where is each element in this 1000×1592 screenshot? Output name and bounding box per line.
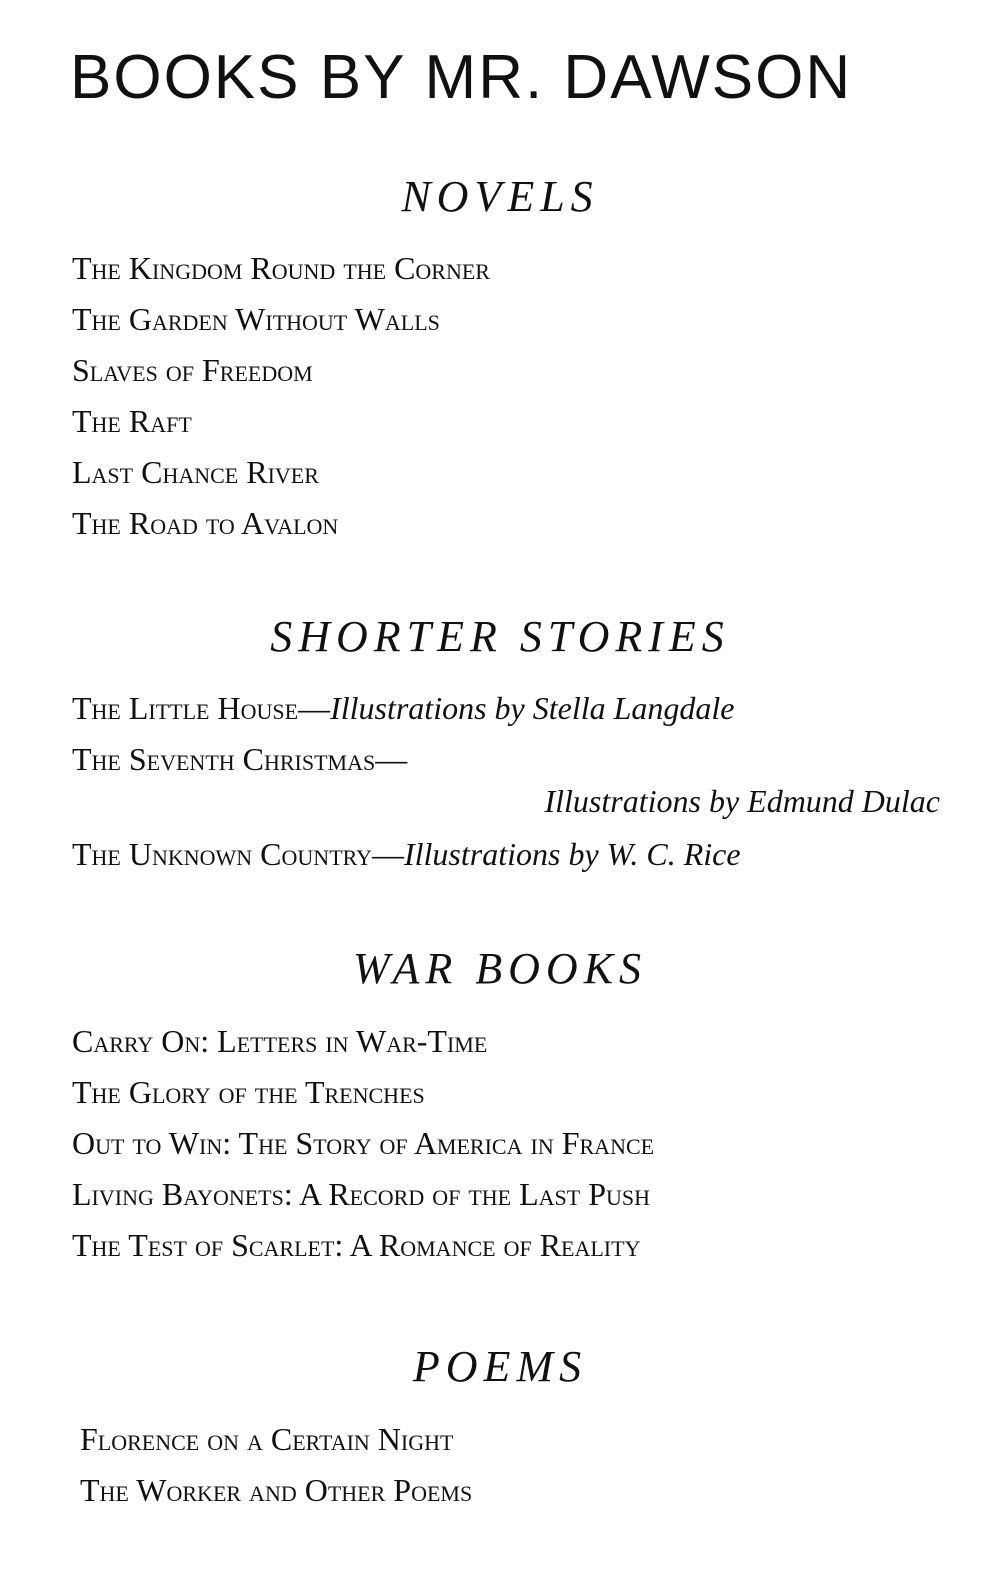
illustrator-credit: Illustrations by Edmund Dulac: [544, 783, 940, 819]
list-item: Out to Win: The Story of America in France: [72, 1125, 655, 1161]
list-item: Last Chance River: [72, 454, 319, 490]
list-item: The Test of Scarlet: A Romance of Reality: [72, 1227, 641, 1263]
list-item: Carry On: Letters in War-Time: [72, 1023, 488, 1059]
book-title: The Unknown Country—: [72, 836, 404, 872]
section-heading-shorter-stories: SHORTER STORIES: [270, 612, 730, 661]
list-item: [72, 683, 940, 734]
illustrator-credit: Illustrations by Stella Langdale: [330, 690, 735, 726]
list-item: [72, 829, 940, 880]
list-item: Slaves of Freedom: [72, 352, 313, 388]
list-item: The Garden Without Walls: [72, 301, 440, 337]
list-item: [72, 734, 940, 829]
list-item: The Glory of the Trenches: [72, 1074, 425, 1110]
book-title: The Seventh Christmas—: [72, 741, 408, 777]
list-item: The Road to Avalon: [72, 505, 339, 541]
book-title: The Little House—: [72, 690, 331, 726]
section-heading-novels: NOVELS: [401, 172, 599, 221]
list-item: The Raft: [72, 403, 192, 439]
novels-list: [72, 243, 490, 549]
poems-list: [80, 1414, 472, 1516]
list-item: The Worker and Other Poems: [80, 1472, 473, 1508]
shorter-stories-list: [72, 683, 940, 880]
list-item: Florence on a Certain Night: [80, 1421, 454, 1457]
section-heading-war-books: WAR BOOKS: [352, 944, 648, 993]
war-books-list: [72, 1016, 654, 1271]
page-title: BOOKS BY MR. DAWSON: [70, 43, 853, 112]
section-heading-poems: POEMS: [412, 1342, 588, 1391]
list-item: The Kingdom Round the Corner: [72, 250, 490, 286]
illustrator-credit: Illustrations by W. C. Rice: [403, 836, 741, 872]
list-item: Living Bayonets: A Record of the Last Push: [72, 1176, 651, 1212]
